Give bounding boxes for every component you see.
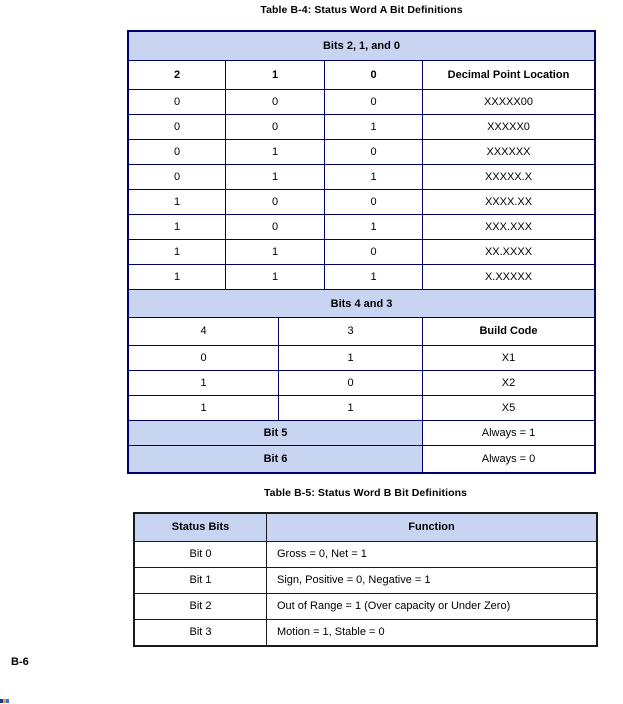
table-b5-column-header: Status Bits xyxy=(135,514,266,541)
function-description: Out of Range = 1 (Over capacity or Under Zero) xyxy=(266,594,596,619)
page-number: B-6 xyxy=(11,656,29,668)
section1-cell: 1 xyxy=(324,115,422,139)
section1-cell: X.XXXXX xyxy=(422,265,594,289)
section1-cell: 0 xyxy=(173,145,181,158)
section1-cell: 1 xyxy=(173,220,181,233)
section1-cell: 1 xyxy=(225,265,324,289)
corner-artifact xyxy=(0,699,9,703)
section1-cell: 0 xyxy=(324,190,422,214)
section1-column-header: Decimal Point Location xyxy=(422,61,594,89)
bit-label: Bit 5 xyxy=(129,421,422,445)
section1-cell: 0 xyxy=(225,90,324,114)
section1-cell: XXXXXX xyxy=(422,140,594,164)
section2-cell: 1 xyxy=(200,376,207,389)
section1-cell: XXXXX0 xyxy=(422,115,594,139)
section2-data-row xyxy=(129,345,594,370)
section2-cell: X1 xyxy=(422,346,594,370)
section2-cell: X2 xyxy=(422,371,594,395)
table-b5-data-row xyxy=(135,593,596,619)
section1-cell: XX.XXXX xyxy=(422,240,594,264)
section1-cell: XXXX.XX xyxy=(422,190,594,214)
section1-cell: 1 xyxy=(324,215,422,239)
table-b5-header-row xyxy=(135,514,596,541)
status-bit-label: Bit 2 xyxy=(189,600,212,613)
section1-cell: 0 xyxy=(324,240,422,264)
section1-cell: 0 xyxy=(324,140,422,164)
section1-cell: 0 xyxy=(225,190,324,214)
section2-column-header: 3 xyxy=(278,318,422,345)
section1-cell: 1 xyxy=(225,165,324,189)
table-b5-data-row xyxy=(135,567,596,593)
table-b5-title: Table B-5: Status Word B Bit Definitions xyxy=(263,487,468,499)
function-description: Motion = 1, Stable = 0 xyxy=(266,620,596,645)
section1-data-row xyxy=(129,189,594,214)
section1-cell: XXXXX.X xyxy=(422,165,594,189)
section1-cell: XXXXX00 xyxy=(422,90,594,114)
section1-data-row xyxy=(129,214,594,239)
status-bit-label: Bit 1 xyxy=(189,574,212,587)
table-b4-status-word-a xyxy=(127,30,596,474)
table-b5-data-row xyxy=(135,541,596,567)
section1-cell: 1 xyxy=(173,195,181,208)
section1-cell: 1 xyxy=(225,240,324,264)
section2-data-row xyxy=(129,395,594,420)
section1-cell: 0 xyxy=(324,90,422,114)
section2-cell: 0 xyxy=(278,371,422,395)
section2-cell: 1 xyxy=(278,346,422,370)
section2-header-row xyxy=(129,317,594,345)
section2-cell: 1 xyxy=(278,396,422,420)
section1-cell: 1 xyxy=(324,165,422,189)
function-description: Gross = 0, Net = 1 xyxy=(266,542,596,567)
status-bit-label: Bit 0 xyxy=(189,548,212,561)
function-description: Sign, Positive = 0, Negative = 1 xyxy=(266,568,596,593)
section2-cell: X5 xyxy=(422,396,594,420)
section1-cell: 0 xyxy=(225,115,324,139)
section1-data-row xyxy=(129,89,594,114)
table-b5-column-header: Function xyxy=(266,514,596,541)
bit-constant-row xyxy=(129,445,594,472)
section2-cell: 1 xyxy=(200,401,207,414)
table-b5-data-row xyxy=(135,619,596,645)
corner-artifact-pixel xyxy=(6,699,9,703)
bit-value: Always = 0 xyxy=(422,446,594,472)
section2-column-header: 4 xyxy=(200,325,207,338)
section1-data-row xyxy=(129,164,594,189)
bit-constant-row xyxy=(129,420,594,445)
section1-data-row xyxy=(129,264,594,289)
section1-column-header: 0 xyxy=(324,61,422,89)
section1-cell: 1 xyxy=(173,270,181,283)
section1-cell: 1 xyxy=(173,245,181,258)
section1-header-row xyxy=(129,60,594,89)
section1-cell: 1 xyxy=(324,265,422,289)
section1-cell: 0 xyxy=(225,215,324,239)
section1-column-header: 1 xyxy=(225,61,324,89)
section1-cell: 0 xyxy=(173,95,181,108)
section1-cell: 1 xyxy=(225,140,324,164)
section1-cell: XXX.XXX xyxy=(422,215,594,239)
section2-cell: 0 xyxy=(200,351,207,364)
table-b4-title: Table B-4: Status Word A Bit Definitions xyxy=(260,4,463,16)
section1-data-row xyxy=(129,239,594,264)
bits-4-3-band: Bits 4 and 3 xyxy=(129,289,594,317)
status-bit-label: Bit 3 xyxy=(189,626,212,639)
section1-data-row xyxy=(129,114,594,139)
table-b5-status-word-b xyxy=(133,512,598,647)
section2-column-header: Build Code xyxy=(422,318,594,345)
section1-column-header: 2 xyxy=(173,68,181,81)
section1-cell: 0 xyxy=(173,120,181,133)
section1-cell: 0 xyxy=(173,170,181,183)
bit-label: Bit 6 xyxy=(129,446,422,472)
bit-value: Always = 1 xyxy=(422,421,594,445)
section1-data-row xyxy=(129,139,594,164)
section2-data-row xyxy=(129,370,594,395)
bits-2-1-0-band: Bits 2, 1, and 0 xyxy=(129,32,594,60)
